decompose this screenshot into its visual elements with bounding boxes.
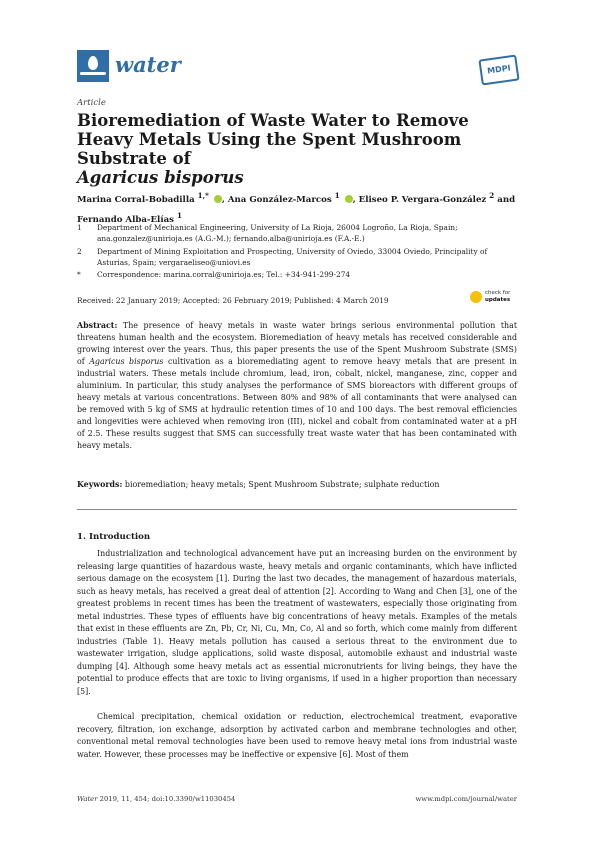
keywords-label: Keywords: (77, 480, 123, 489)
check-updates-label: check for updates (485, 290, 511, 303)
affiliation-text: Department of Mechanical Engineering, University of La Rioja, 26004 Logroño, La Rioja, Spain; ana.gonzalez@unirioja.es (A.G.-M.); fernando.alba@unirioja.es (F.A.-E.) (97, 223, 458, 243)
abstract-species: Agaricus bisporus (89, 357, 164, 366)
author-name[interactable]: Eliseo P. Vergara-González (358, 194, 487, 205)
author-affil-ref: 1 (177, 210, 182, 220)
paper-title (77, 111, 517, 187)
body-paragraph: Chemical precipitation, chemical oxidation or reduction, electrochemical treatment, evaporative recovery, filtration, ion exchange, adsorption by activated carbon and membrane technologies and other, conventional metal removal technologies have been used to remove heavy metal ions from industrial waste water. However, these processes may be ineffective or expensive [6]. Most of them (77, 712, 517, 759)
abstract (77, 320, 517, 452)
publication-dates: Received: 22 January 2019; Accepted: 26 February 2019; Published: 4 March 2019 (77, 296, 389, 305)
affiliation (77, 246, 517, 268)
footer-journal: Water (77, 795, 98, 803)
author-name[interactable]: Ana González-Marcos (227, 194, 332, 205)
check-updates-icon (470, 291, 482, 303)
orcid-icon[interactable] (214, 195, 222, 203)
correspondence (77, 269, 517, 281)
author-affil-ref: 1,* (197, 191, 209, 200)
affiliation-number: 2 (77, 247, 82, 256)
abstract-text: The presence of heavy metals in waste water brings serious environmental pollution that threatens human health and the ecosystem. Bioremediation of heavy metals has received considerable and growing interest over the years. Thus, this paper presents the use of the Spent Mushroom Substrate (SMS) of (77, 321, 517, 366)
keywords (77, 480, 517, 489)
wave-icon (80, 72, 106, 75)
author-name[interactable]: Fernando Alba-Elías (77, 214, 174, 225)
abstract-text: cultivation as a bioremediating agent to remove heavy metals that are present in industrial waters. These metals include chromium, lead, iron, cobalt, nickel, manganese, zinc, copper and aluminium. In particular, this study analyses the performance of SMS bioreactors with different groups of heavy metals at various concentrations. Between 80% and 98% of all contaminants that were analysed can be removed with 5 kg of SMS at hydraulic retention times of 10 and 100 days. The best removal efficiencies and longevities were achieved when removing iron (III), nickel and cobalt from contaminated water at a pH of 2.5. These results suggest that SMS can successfully treat waste water that has been contaminated with heavy metals. (77, 357, 517, 450)
affiliation-text: Department of Mining Exploitation and Prospecting, University of Oviedo, 33004 Oviedo, Principality of Asturias, Spain; vergaraeliseo@uniovi.es (97, 247, 488, 267)
footer-url[interactable]: www.mdpi.com/journal/water (415, 795, 517, 803)
author-list: Marina Corral-Bobadilla $^{1,*}$ , Ana González-Marcos $^1$ , Eliseo P. Vergara-González $^2$ and Fernando Alba-Elías $^1$ (77, 191, 516, 225)
keywords-text: bioremediation; heavy metals; Spent Mushroom Substrate; sulphate reduction (124, 480, 440, 489)
footer-citation-details: 2019, 11, 454; doi:10.3390/w11030454 (99, 795, 236, 803)
article-type: Article (77, 98, 106, 108)
author-affil-ref: 2 (489, 191, 495, 200)
orcid-icon[interactable] (345, 195, 353, 203)
footer-citation (77, 795, 235, 803)
author-conjunction: and (497, 194, 516, 205)
affiliation (77, 222, 517, 244)
author-name[interactable]: Marina Corral-Bobadilla (77, 194, 195, 205)
correspondence-text: Correspondence: marina.corral@unirioja.es; Tel.: +34-941-299-274 (97, 270, 351, 279)
check-for-updates-button[interactable] (470, 289, 520, 305)
publisher-logo: MDPI (478, 54, 519, 85)
water-drop-icon (88, 56, 98, 70)
body-paragraph: Industrialization and technological advancement have put an increasing burden on the environment by releasing large quantities of hazardous waste, heavy metals and organic contaminants, which have inflicted serious damage on the ecosystem [1]. During the last two decades, the management of hazardous materials, such as heavy metals, has received a great deal of attention [2]. According to Wang and Chen [3], one of the greatest problems in recent times has been the treatment of wastewaters, especially those originating from metal industries. These types of effluents have big concentrations of heavy metals. Examples of the metals that exist in these effluents are Zn, Pb, Cr, Ni, Cu, Mn, Co, Al and so forth, which come mainly from different industries (Table 1). Heavy metals pollution has caused a serious threat to the environment due to wastewater irrigation, sludge applications, solid waste disposal, automobile exhaust and industrial waste dumping [4]. Although some heavy metals act as essential micronutrients for living beings, they have the potential to produce effects that are toxic to living organisms, if used in a higher proportion than necessary [5]. (77, 549, 517, 696)
abstract-label: Abstract: (77, 321, 118, 330)
journal-name: water (115, 52, 181, 77)
divider (77, 509, 517, 510)
title-main: Bioremediation of Waste Water to Remove Heavy Metals Using the Spent Mushroom Substrate of (77, 111, 469, 168)
section-heading: 1. Introduction (77, 532, 151, 542)
title-species: Agaricus bisporus (77, 168, 244, 187)
author-affil-ref: 1 (334, 191, 340, 200)
affiliation-number: * (77, 270, 81, 279)
affiliation-number: 1 (77, 223, 82, 232)
